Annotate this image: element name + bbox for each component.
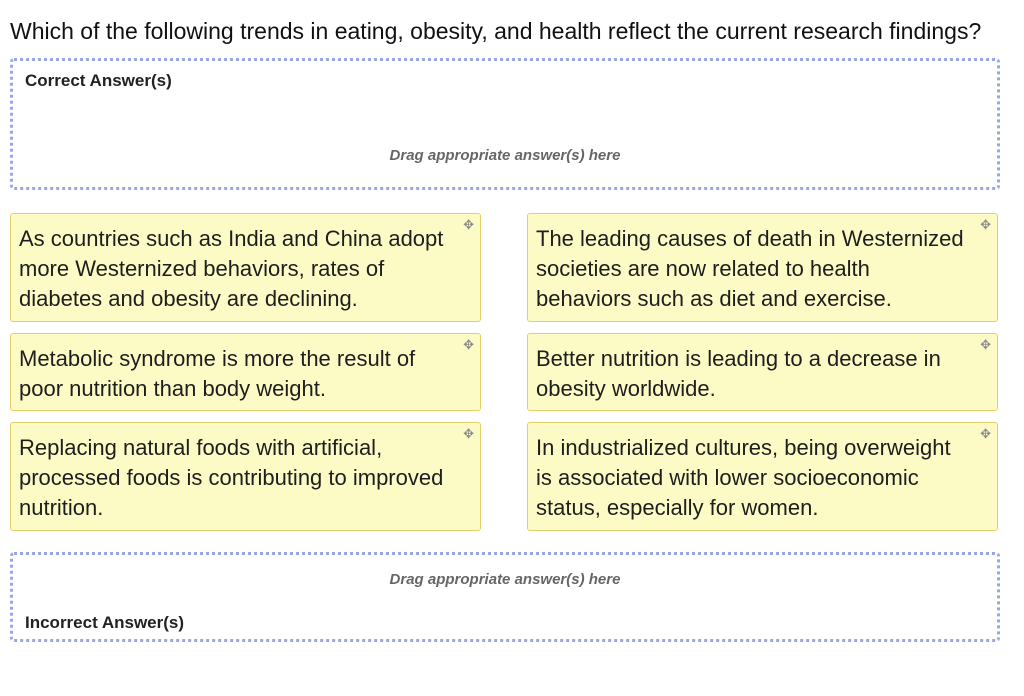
correct-dropzone-hint: Drag appropriate answer(s) here [389,147,621,164]
move-icon: ✥ [463,426,474,441]
answer-card[interactable] [527,213,998,322]
question-text: Which of the following trends in eating, obesity, and health reflect the current research findings? [10,18,982,44]
correct-answers-title: Correct Answer(s) [25,71,172,90]
incorrect-dropzone-hint: Drag appropriate answer(s) here [389,571,621,588]
answer-card[interactable] [527,333,998,411]
answer-card[interactable] [10,213,481,322]
answer-card-text: Metabolic syndrome is more the result of poor nutrition than body weight. [19,346,416,401]
incorrect-answers-title: Incorrect Answer(s) [25,613,185,632]
answer-card-text: Better nutrition is leading to a decrease in obesity worldwide. [536,346,941,401]
move-icon: ✥ [980,337,991,352]
answer-card[interactable] [10,422,481,531]
incorrect-answers-dropzone[interactable] [10,552,1000,642]
correct-answers-dropzone[interactable] [10,58,1000,190]
move-icon: ✥ [980,217,991,232]
move-icon: ✥ [463,337,474,352]
answer-card[interactable] [527,422,998,531]
answer-card-text: The leading causes of death in Westernized societies are now related to health behaviors such as diet and exercise. [536,226,964,311]
answer-card[interactable] [10,333,481,411]
answer-card-text: Replacing natural foods with artificial, processed foods is contributing to improved nutrition. [19,435,444,520]
answer-card-text: In industrialized cultures, being overweight is associated with lower socioeconomic status, especially for women. [536,435,951,520]
move-icon: ✥ [463,217,474,232]
move-icon: ✥ [980,426,991,441]
answer-card-text: As countries such as India and China adopt more Westernized behaviors, rates of diabetes and obesity are declining. [19,226,444,311]
